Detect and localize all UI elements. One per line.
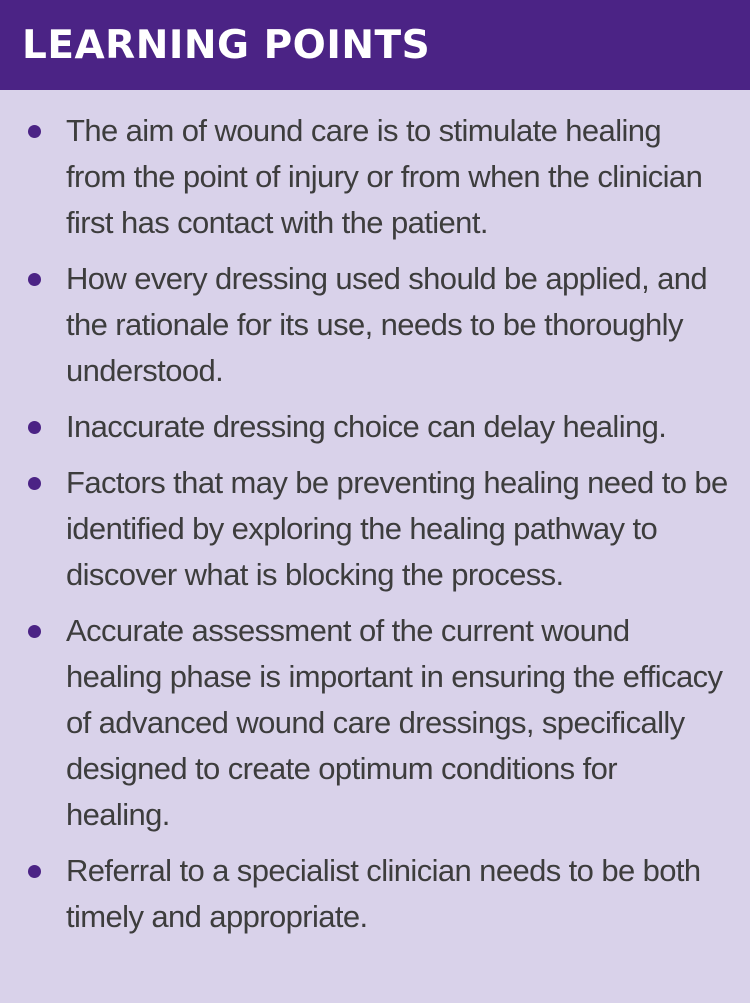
bullet-icon [28,421,41,434]
list-item [24,848,728,940]
list-item [24,608,728,838]
bullet-icon [28,273,41,286]
bullet-icon [28,125,41,138]
list-item [24,108,728,246]
list-item-text: How every dressing used should be applied, and the rationale for its use, needs to be thoroughly understood. [66,261,708,388]
learning-points-title: LEARNING POINTS [22,22,431,68]
list-item-text: Referral to a specialist clinician needs to be both timely and appropriate. [66,853,701,934]
list-item-text: The aim of wound care is to stimulate healing from the point of injury or from when the clinician first has contact with the patient. [66,113,703,240]
bullet-icon [28,477,41,490]
list-item-text: Factors that may be preventing healing need to be identified by exploring the healing pathway to discover what is blocking the process. [66,465,728,592]
bullet-icon [28,865,41,878]
list-item [24,404,728,450]
list-item-text: Inaccurate dressing choice can delay healing. [66,409,667,444]
list-item [24,460,728,598]
bullet-icon [28,625,41,638]
list-item [24,256,728,394]
learning-points-header [0,0,750,90]
list-item-text: Accurate assessment of the current wound healing phase is important in ensuring the efficacy of advanced wound care dressings, specifically designed to create optimum conditions for healing. [66,613,723,832]
learning-points-list [0,90,750,940]
